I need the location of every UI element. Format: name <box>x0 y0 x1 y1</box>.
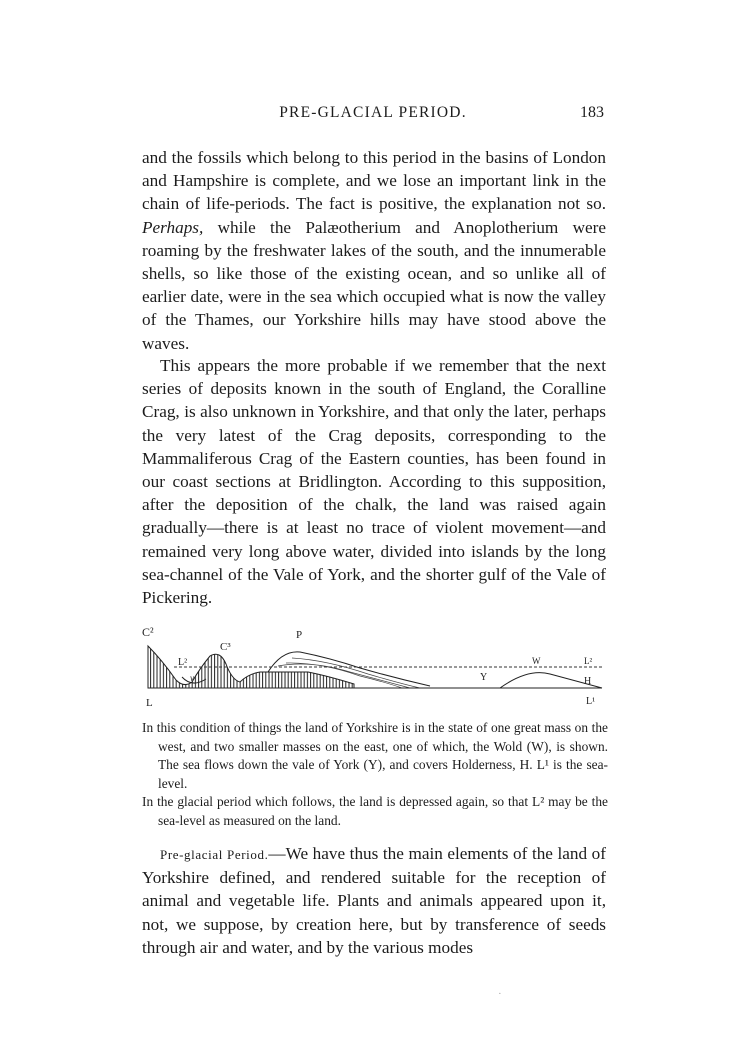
label-c2: C² <box>142 625 154 639</box>
paragraph-2-text: This appears the more probable if we remember that the next series of deposits known in the south of England, the Coralline Crag, is also unknown in Yorkshire, and that only the later, perhaps the very latest of the Crag deposits, corresponding to the Mammaliferous Crag of the Eastern counties, has been found in our coast sections at Bridlington. According to this supposition, after the deposition of the chalk, the land was raised again gradually—there is at least no trace of violent movement—and remained very long above water, divided into islands by the long sea-channel of the Vale of York, and the shorter gulf of the Vale of Pickering. <box>142 356 606 608</box>
paper-speck: · <box>498 988 502 1000</box>
geological-section-figure <box>140 622 610 712</box>
paragraph-1-italic: Perhaps, <box>142 217 204 237</box>
figure-captions <box>142 719 608 831</box>
label-l-left: L <box>146 697 153 709</box>
section-heading: Pre-glacial Period. <box>160 847 269 862</box>
paragraph-1-text-before: and the fossils which belong to this period in the basins of London and Hampshire is complete, and we lose an important link in the chain of life-periods. The fact is positive, the explanation not so. <box>142 148 606 214</box>
label-y: Y <box>480 672 488 683</box>
caption-2: In the glacial period which follows, the land is depressed again, so that L² may be the sea-level as measured on the land. <box>142 794 608 828</box>
paragraph-2 <box>142 354 606 609</box>
section-diagram <box>140 622 610 712</box>
paragraph-3 <box>142 842 606 959</box>
running-head <box>142 104 604 128</box>
label-l2-left: L² <box>178 657 188 668</box>
label-p: P <box>296 629 303 641</box>
label-c3: C³ <box>220 641 231 653</box>
label-v: v <box>190 673 194 683</box>
label-h: H <box>584 676 592 687</box>
running-title: PRE-GLACIAL PERIOD. <box>279 104 467 121</box>
paragraph-1-text-after: while the Palæotherium and Anoplotherium were roaming by the freshwater lakes of the south, and the innumerable shells, so like those of the existing ocean, and so unlike all of earlier date, were in the sea which occupied what is now the valley of the Thames, our Yorkshire hills may have stood above the waves. <box>142 217 606 353</box>
caption-1: In this condition of things the land of Yorkshire is in the state of one great mass on the west, and two smaller masses on the east, one of which, the Wold (W), is shown. The sea flows down the vale of York (Y), and covers Holderness, H. L¹ is the sea-level. <box>142 720 608 791</box>
paragraph-1 <box>142 146 606 355</box>
label-l2-right: L² <box>584 656 593 666</box>
label-w: W <box>532 656 541 666</box>
label-l1-right: L¹ <box>586 696 596 707</box>
paragraph-3-text: —We have thus the main elements of the land of Yorkshire defined, and rendered suitable for the reception of animal and vegetable life. Plants and animals appeared upon it, not, we suppose, by creation here, but by transference of seeds through air and water, and by the various modes <box>142 844 606 957</box>
page-number: 183 <box>580 104 604 121</box>
